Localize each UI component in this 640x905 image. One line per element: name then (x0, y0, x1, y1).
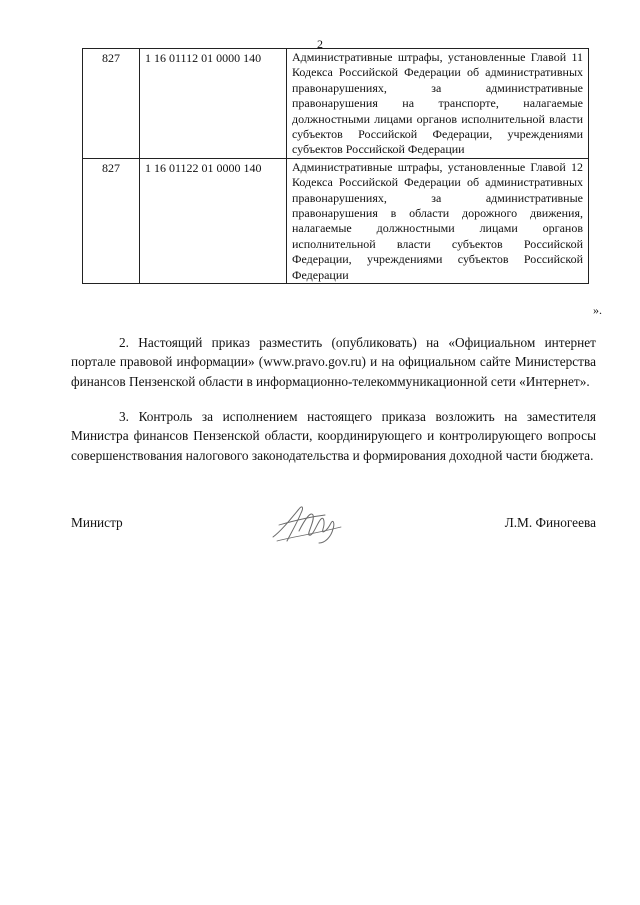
table-row (83, 158, 589, 283)
closing-quote: ». (593, 303, 602, 317)
signer-position: Министр (71, 515, 123, 530)
revenue-description-cell: Административные штрафы, установленные Главой 11 Кодекса Российской Федерации об административных правонарушениях, за административные правонарушения на транспорте, налагаемые должностными лицами органов исполнительной власти субъектов Российской Федерации, учреждениями субъектов Российской Федерации (287, 49, 589, 159)
administrator-code-cell: 827 (83, 158, 140, 283)
signature-block (71, 508, 596, 548)
administrator-code-cell: 827 (83, 49, 140, 159)
table-row (83, 49, 589, 159)
revenue-code-table (82, 48, 589, 284)
budget-classification-code-cell: 1 16 01122 01 0000 140 (140, 158, 287, 283)
page-number: 2 (317, 37, 323, 51)
control-paragraph: 3. Контроль за исполнением настоящего приказа возложить на заместителя Министра финансов Пензенской области, координирующего и контролирующего вопросы совершенствования налогового законодательства и формирования доходной части бюджета. (71, 409, 596, 463)
signer-name: Л.М. Финогеева (504, 515, 596, 530)
revenue-description-cell: Административные штрафы, установленные Главой 12 Кодекса Российской Федерации об административных правонарушениях, за административные правонарушения в области дорожного движения, налагаемые должностными лицами органов исполнительной власти субъектов Российской Федерации, учреждениями субъектов Российской Федерации (287, 158, 589, 283)
handwritten-signature (269, 501, 347, 547)
publication-paragraph: 2. Настоящий приказ разместить (опубликовать) на «Официальном интернет портале правовой информации» (www.pravo.gov.ru) и на официальном сайте Министерства финансов Пензенской области в информационно-телекоммуникационной сети «Интернет». (71, 335, 596, 389)
budget-classification-code-cell: 1 16 01112 01 0000 140 (140, 49, 287, 159)
